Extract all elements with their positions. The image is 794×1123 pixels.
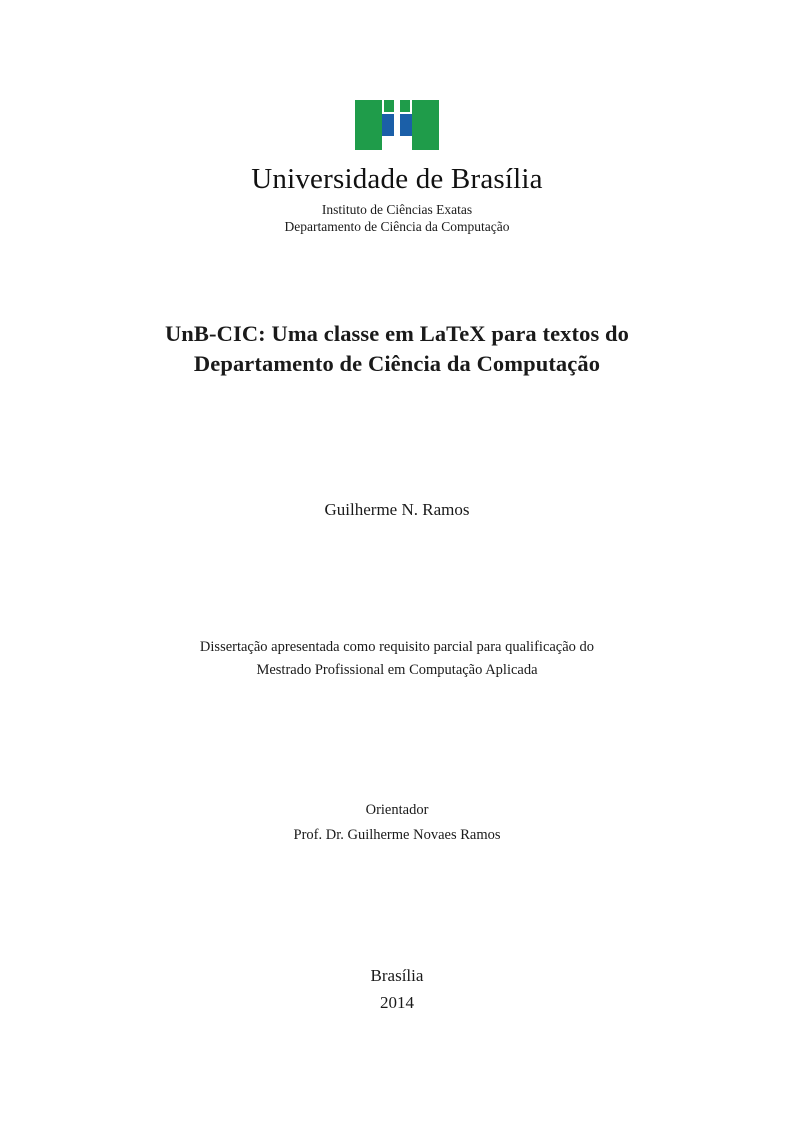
title-block [77, 319, 717, 378]
document-title-line-1: UnB-CIC: Uma classe em LaTeX para textos do [164, 321, 630, 347]
purpose-line-1: Dissertação apresentada como requisito parcial para qualificação do [199, 639, 595, 656]
purpose-block [97, 636, 697, 681]
advisor-name: Prof. Dr. Guilherme Novaes Ramos [293, 826, 501, 843]
author-block [77, 500, 717, 520]
publication-block [371, 964, 424, 1015]
institute-name: Instituto de Ciências Exatas [321, 202, 473, 218]
advisor-label: Orientador [365, 802, 429, 819]
purpose-line-2: Mestrado Profissional em Computação Aplicada [256, 661, 538, 678]
department-name: Departamento de Ciência da Computação [284, 219, 510, 235]
logo-block [0, 100, 794, 150]
publication-place: Brasília [370, 966, 424, 986]
advisor-block [97, 799, 697, 846]
unb-logo-icon [355, 100, 439, 150]
publication-year: 2014 [379, 992, 414, 1012]
university-name: Universidade de Brasília [251, 163, 543, 195]
author-name: Guilherme N. Ramos [324, 500, 470, 520]
institution-block [251, 162, 543, 235]
document-title-line-2: Departamento de Ciência da Computação [193, 350, 601, 376]
